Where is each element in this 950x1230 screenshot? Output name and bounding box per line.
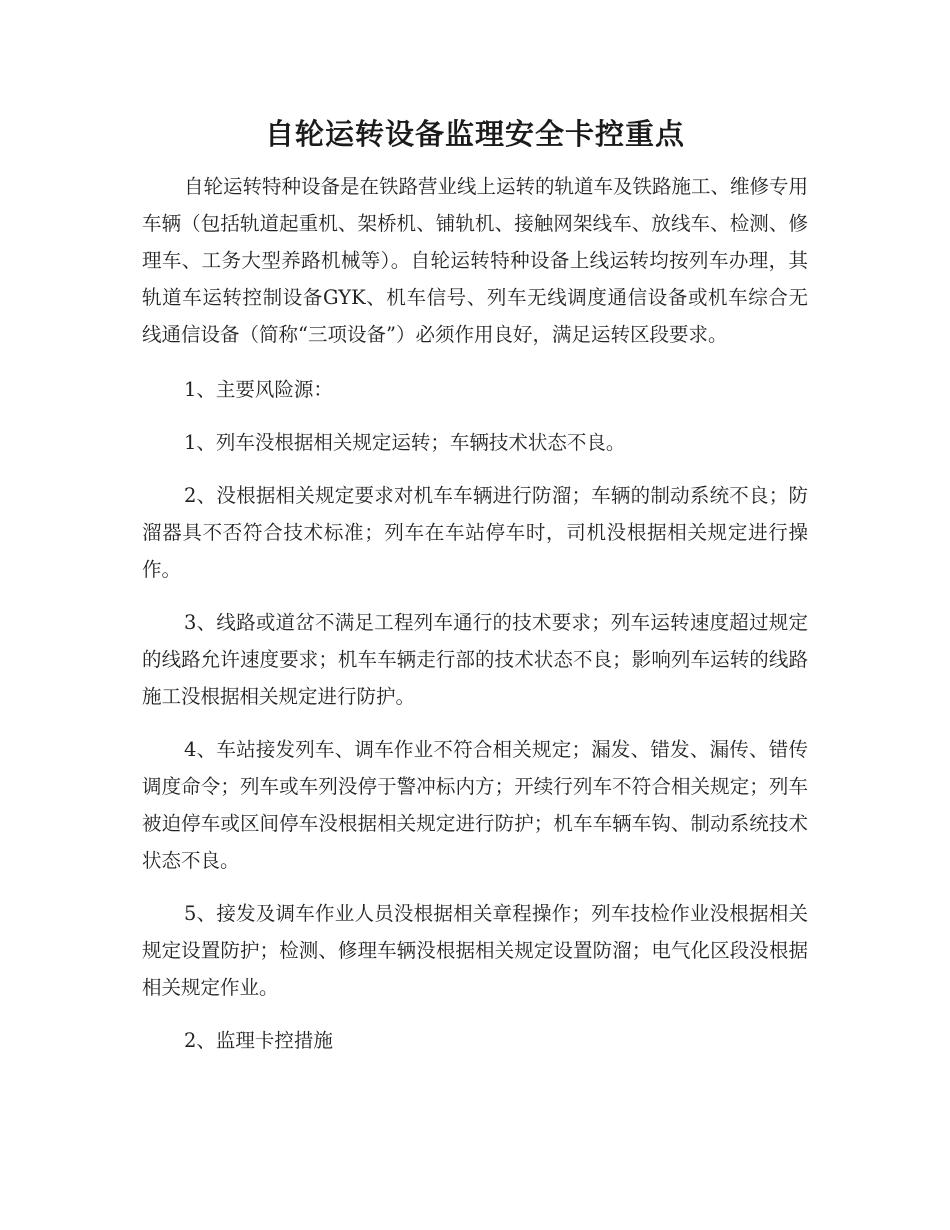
section-heading-measures: 2、监理卡控措施: [184, 1029, 333, 1052]
risk-item-4: 4、车站接发列车、调车作业不符合相关规定；漏发、错发、漏传、错传调度命令；列车或车列没停于警冲标内方；开续行列车不符合相关规定；列车被迫停车或区间停车没根据相关规定进行防护；机车车辆车钩、制动系统技术状态不良。: [142, 738, 808, 872]
risk-item-2: 2、没根据相关规定要求对机车车辆进行防溜；车辆的制动系统不良；防溜器具不否符合技术标准；列车在车站停车时，司机没根据相关规定进行操作。: [142, 484, 808, 581]
document-title: 自轮运转设备监理安全卡控重点: [264, 117, 685, 151]
risk-item-5: 5、接发及调车作业人员没根据相关章程操作；列车技检作业没根据相关规定设置防护；检测、修理车辆没根据相关规定设置防溜；电气化区段没根据相关规定作业。: [142, 902, 808, 999]
risk-item-3: 3、线路或道岔不满足工程列车通行的技术要求；列车运转速度超过规定的线路允许速度要求；机车车辆走行部的技术状态不良；影响列车运转的线路施工没根据相关规定进行防护。: [142, 611, 808, 708]
section-heading-risks: 1、主要风险源：: [184, 378, 333, 401]
intro-paragraph: 自轮运转特种设备是在铁路营业线上运转的轨道车及铁路施工、维修专用车辆（包括轨道起重机、架桥机、铺轨机、接触网架线车、放线车、检测、修理车、工务大型养路机械等）。自轮运转特种设备上线运转均按列车办理，其轨道车运转控制设备GYK、机车信号、列车无线调度通信设备或机车综合无线通信设备（简称“三项设备”）必须作用良好，满足运转区段要求。: [142, 175, 809, 346]
risk-item-1: 1、列车没根据相关规定运转；车辆技术状态不良。: [184, 431, 626, 454]
